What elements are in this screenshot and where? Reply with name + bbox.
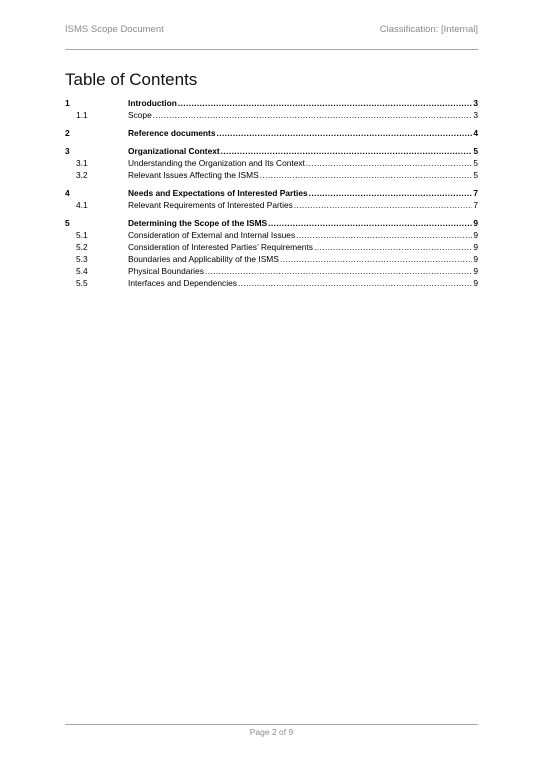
toc-entry-page-number: 9 [473, 218, 478, 228]
toc-entry-title: Needs and Expectations of Interested Parties [128, 188, 308, 198]
toc-entry-title: Relevant Requirements of Interested Parties [128, 200, 293, 210]
toc-entry-5-2[interactable] [65, 241, 478, 253]
toc-entry-number: 1.1 [76, 110, 88, 120]
toc-entry-3-1[interactable] [65, 157, 478, 169]
toc-entry-4-1[interactable] [65, 199, 478, 211]
table-of-contents [65, 97, 478, 289]
toc-entry-page-number: 7 [473, 188, 478, 198]
toc-entry-number: 5.1 [76, 230, 88, 240]
toc-entry-number: 5.3 [76, 254, 88, 264]
toc-entry-line [128, 265, 478, 277]
toc-entry-line [128, 217, 478, 229]
toc-entry-page-number: 3 [473, 98, 478, 108]
toc-entry-3[interactable] [65, 145, 478, 157]
toc-entry-page-number: 9 [473, 266, 478, 276]
toc-entry-line [128, 109, 478, 121]
toc-entry-page-number: 5 [473, 146, 478, 156]
toc-entry-title: Organizational Context [128, 146, 220, 156]
toc-entry-title: Interfaces and Dependencies [128, 278, 237, 288]
toc-dot-leader [296, 229, 472, 241]
toc-entry-number: 5.4 [76, 266, 88, 276]
toc-dot-leader [153, 109, 473, 121]
header-divider [65, 49, 478, 50]
toc-entry-title: Consideration of Interested Parties’ Requirements [128, 242, 313, 252]
toc-entry-5[interactable] [65, 217, 478, 229]
toc-entry-line [128, 277, 478, 289]
toc-dot-leader [205, 265, 472, 277]
toc-dot-leader [309, 187, 473, 199]
toc-entry-line [128, 241, 478, 253]
toc-entry-1-1[interactable] [65, 109, 478, 121]
toc-entry-line [128, 145, 478, 157]
toc-entry-number: 1 [65, 98, 70, 108]
toc-entry-5-5[interactable] [65, 277, 478, 289]
toc-entry-page-number: 5 [473, 158, 478, 168]
toc-entry-line [128, 127, 478, 139]
toc-entry-number: 4.1 [76, 200, 88, 210]
toc-entry-page-number: 5 [473, 170, 478, 180]
toc-entry-page-number: 9 [473, 242, 478, 252]
toc-entry-3-2[interactable] [65, 169, 478, 181]
toc-entry-line [128, 157, 478, 169]
toc-entry-title: Boundaries and Applicability of the ISMS [128, 254, 279, 264]
header-classification: Classification: [Internal] [379, 24, 478, 35]
toc-entry-title: Determining the Scope of the ISMS [128, 218, 268, 228]
toc-entry-page-number: 3 [473, 110, 478, 120]
toc-dot-leader [306, 157, 472, 169]
toc-entry-title: Understanding the Organization and Its Context [128, 158, 305, 168]
toc-entry-title: Reference documents [128, 128, 216, 138]
toc-dot-leader [238, 277, 472, 289]
toc-entry-number: 5.5 [76, 278, 88, 288]
toc-entry-line [128, 253, 478, 265]
toc-entry-page-number: 4 [473, 128, 478, 138]
toc-dot-leader [268, 217, 472, 229]
toc-entry-1[interactable] [65, 97, 478, 109]
toc-entry-line [128, 229, 478, 241]
toc-entry-page-number: 9 [473, 278, 478, 288]
footer-divider [65, 724, 478, 725]
toc-entry-number: 5.2 [76, 242, 88, 252]
toc-entry-page-number: 9 [473, 230, 478, 240]
page-number: Page 2 of 9 [249, 727, 294, 737]
toc-entry-line [128, 169, 478, 181]
toc-entry-title: Relevant Issues Affecting the ISMS [128, 170, 259, 180]
toc-entry-number: 2 [65, 128, 70, 138]
toc-dot-leader [314, 241, 472, 253]
toc-dot-leader [260, 169, 473, 181]
toc-heading: Table of Contents [65, 70, 198, 89]
toc-entry-title: Consideration of External and Internal Issues [128, 230, 296, 240]
toc-dot-leader [280, 253, 472, 265]
toc-entry-5-4[interactable] [65, 265, 478, 277]
toc-entry-number: 4 [65, 188, 70, 198]
toc-entry-line [128, 199, 478, 211]
toc-entry-line [128, 97, 478, 109]
toc-entry-number: 5 [65, 218, 70, 228]
toc-entry-5-3[interactable] [65, 253, 478, 265]
toc-entry-title: Scope [128, 110, 152, 120]
page-header [65, 24, 478, 40]
toc-entry-page-number: 7 [473, 200, 478, 210]
header-document-title: ISMS Scope Document [65, 24, 164, 35]
toc-entry-number: 3.2 [76, 170, 88, 180]
toc-dot-leader [294, 199, 473, 211]
toc-entry-title: Physical Boundaries [128, 266, 204, 276]
toc-entry-number: 3 [65, 146, 70, 156]
toc-dot-leader [217, 127, 473, 139]
toc-entry-5-1[interactable] [65, 229, 478, 241]
toc-entry-line [128, 187, 478, 199]
toc-entry-page-number: 9 [473, 254, 478, 264]
toc-entry-4[interactable] [65, 187, 478, 199]
toc-entry-2[interactable] [65, 127, 478, 139]
toc-entry-number: 3.1 [76, 158, 88, 168]
toc-dot-leader [178, 97, 472, 109]
toc-entry-title: Introduction [128, 98, 177, 108]
toc-dot-leader [221, 145, 473, 157]
